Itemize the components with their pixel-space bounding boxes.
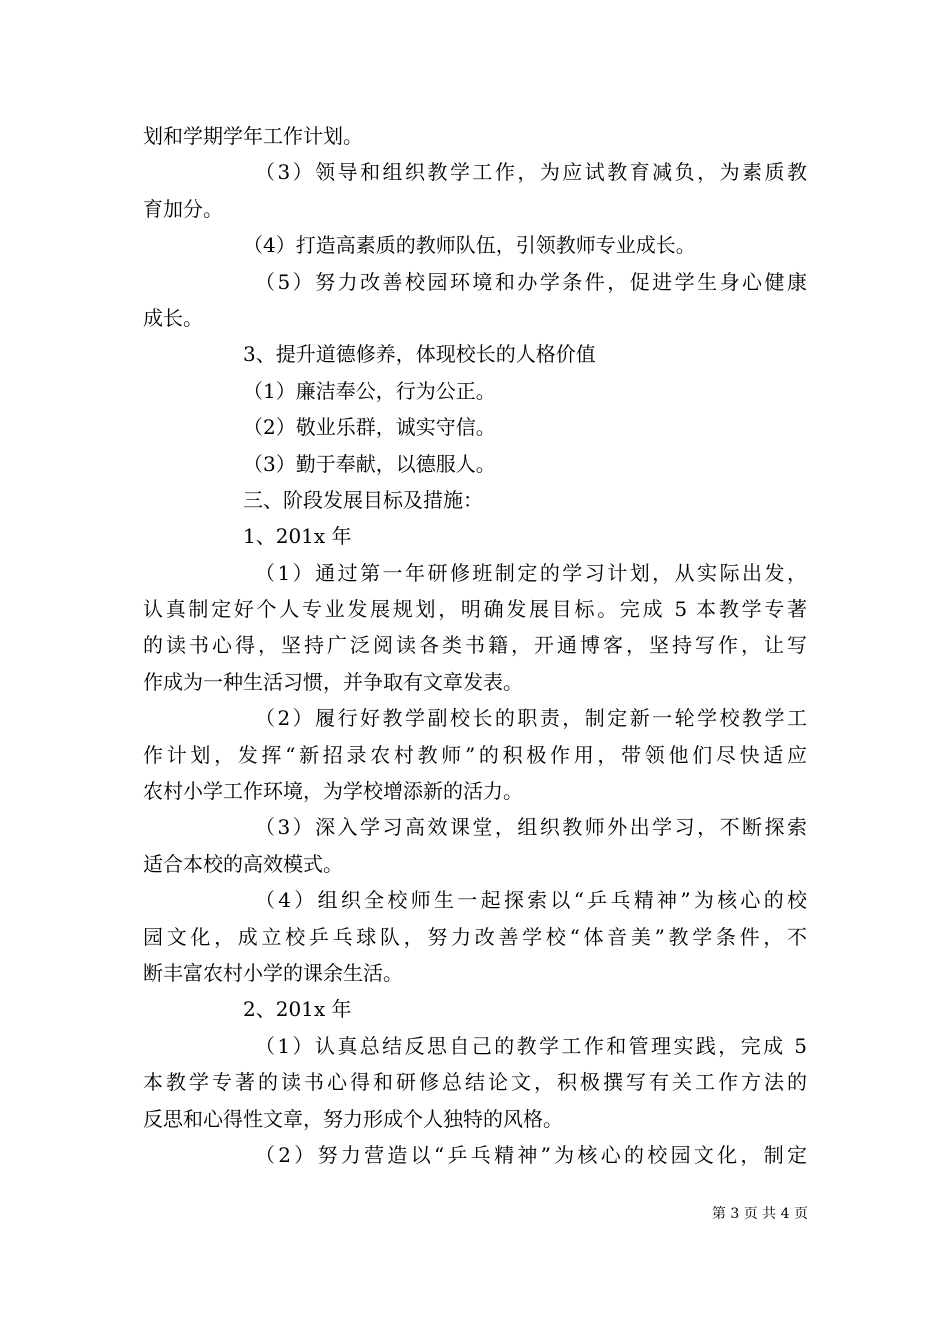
text-line: 育加分。 (143, 196, 223, 221)
section-heading: 三、阶段发展目标及措施： (243, 487, 483, 512)
text-line: 反思和心得性文章，努力形成个人独特的风格。 (143, 1106, 563, 1131)
text-line: （1）认真总结反思自己的教学工作和管理实践，完成 5 (255, 1033, 807, 1058)
text-line: 成长。 (143, 305, 203, 330)
text-line: （3）深入学习高效课堂，组织教师外出学习，不断探索 (255, 815, 807, 840)
text-line: 作计划，发挥“新招录农村教师”的积极作用，带领他们尽快适应 (143, 742, 807, 767)
subsection-heading: 1、201x 年 (243, 524, 352, 549)
text-line: 本教学专著的读书心得和研修总结论文，积极撰写有关工作方法的 (143, 1070, 807, 1095)
text-line: （4）打造高素质的教师队伍，引领教师专业成长。 (243, 233, 696, 258)
text-line: （1）廉洁奉公，行为公正。 (243, 378, 496, 403)
section-heading: 3、提升道德修养，体现校长的人格价值 (243, 342, 596, 367)
text-line: （2）敬业乐群，诚实守信。 (243, 415, 496, 440)
subsection-heading: 2、201x 年 (243, 997, 352, 1022)
text-line: （4）组织全校师生一起探索以“乒乓精神”为核心的校 (255, 888, 807, 913)
text-line: （2）履行好教学副校长的职责，制定新一轮学校教学工 (255, 706, 807, 731)
text-line: 农村小学工作环境，为学校增添新的活力。 (143, 779, 523, 804)
text-line: （1）通过第一年研修班制定的学习计划，从实际出发， (255, 560, 807, 585)
text-line: 断丰富农村小学的课余生活。 (143, 960, 403, 985)
text-line: 作成为一种生活习惯，并争取有文章发表。 (143, 669, 523, 694)
text-line: （2）努力营造以“乒乓精神”为核心的校园文化，制定 (255, 1142, 807, 1167)
text-line: 适合本校的高效模式。 (143, 851, 343, 876)
page-number: 第 3 页 共 4 页 (711, 1206, 808, 1222)
text-line: （3）勤于奉献，以德服人。 (243, 451, 496, 476)
text-line: 的读书心得，坚持广泛阅读各类书籍，开通博客，坚持写作，让写 (143, 633, 807, 658)
text-line: 认真制定好个人专业发展规划，明确发展目标。完成 5 本教学专著 (143, 597, 807, 622)
text-line: （3）领导和组织教学工作，为应试教育减负，为素质教 (255, 160, 807, 185)
document-body (143, 118, 807, 1173)
text-line: 园文化，成立校乒乓球队，努力改善学校“体音美”教学条件，不 (143, 924, 807, 949)
text-line: 划和学期学年工作计划。 (143, 124, 363, 148)
text-line: （5）努力改善校园环境和办学条件，促进学生身心健康 (255, 269, 807, 294)
